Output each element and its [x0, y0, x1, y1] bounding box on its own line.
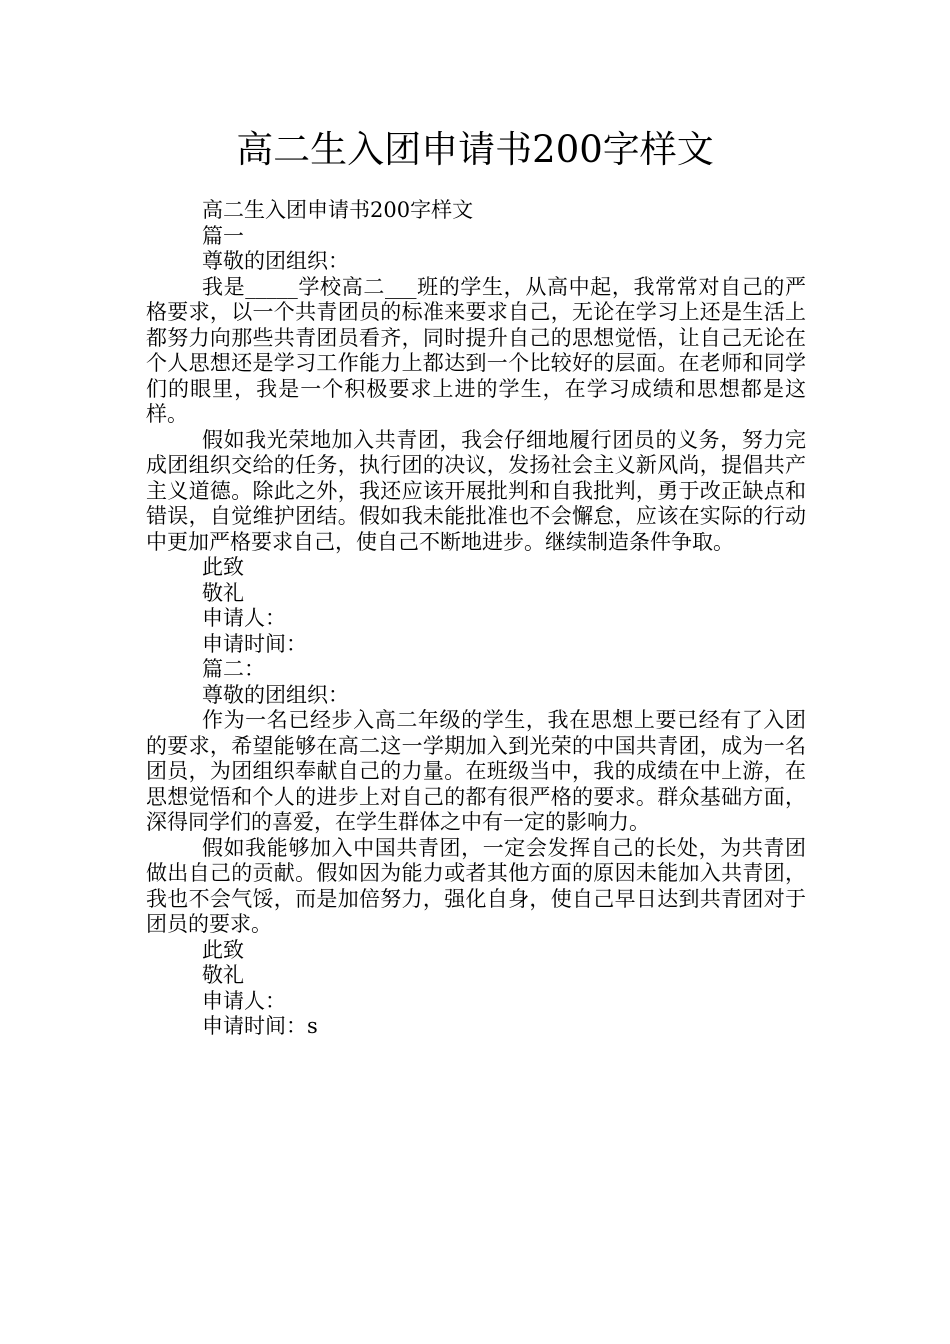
part2-closing-2: 敬礼 [202, 963, 244, 987]
part1-paragraph-2: 假如我光荣地加入共青团，我会仔细地履行团员的义务，努力完成团组织交给的任务，执行团的决议，发扬社会主义新风尚，提倡共产主义道德。除此之外，我还应该开展批判和自我批判，勇于改正缺点和错误，自觉维护团结。假如我未能批准也不会懈怠，应该在实际的行动中更加严格要求自己，使自己不断地进步。继续制造条件争取。 [146, 427, 806, 554]
part1-salutation: 尊敬的团组织： [202, 249, 349, 273]
subtitle: 高二生入团申请书200字样文 [202, 198, 474, 222]
part1-applicant: 申请人： [202, 606, 286, 630]
part2-applicant: 申请人： [202, 988, 286, 1013]
part2-paragraph-1: 作为一名已经步入高二年级的学生，我在思想上要已经有了入团的要求，希望能够在高二这一学期加入到光荣的中国共青团，成为一名团员，为团组织奉献自己的力量。在班级当中，我的成绩在中上游，在思想觉悟和个人的进步上对自己的都有很严格的要求。群众基础方面，深得同学们的喜爱，在学生群体之中有一定的影响力。 [146, 708, 806, 834]
part2-date: 申请时间：s [202, 1014, 318, 1038]
part2-heading: 篇二： [202, 657, 265, 681]
part2-paragraph-2: 假如我能够加入中国共青团，一定会发挥自己的长处，为共青团做出自己的贡献。假如因为能力或者其他方面的原因未能加入共青团，我也不会气馁，而是加倍努力，强化自身，使自己早日达到共青团对于团员的要求。 [146, 835, 806, 936]
document-title: 高二生入团申请书200字样文 [236, 128, 714, 171]
document-body [146, 198, 806, 1040]
part1-heading: 篇一 [202, 223, 244, 248]
part2-closing-1: 此致 [202, 937, 244, 962]
part1-paragraph-1: 我是_____学校高二___班的学生，从高中起，我常常对自己的严格要求，以一个共青团员的标准来要求自己，无论在学习上还是生活上都努力向那些共青团员看齐，同时提升自己的思想觉悟，让自己无论在个人思想还是学习工作能力上都达到一个比较好的层面。在老师和同学们的眼里，我是一个积极要求上进的学生，在学习成绩和思想都是这样。 [146, 274, 806, 426]
part1-date: 申请时间： [202, 631, 307, 656]
part1-closing-2: 敬礼 [202, 580, 244, 605]
part2-salutation: 尊敬的团组织： [202, 682, 349, 707]
part1-closing-1: 此致 [202, 555, 244, 579]
